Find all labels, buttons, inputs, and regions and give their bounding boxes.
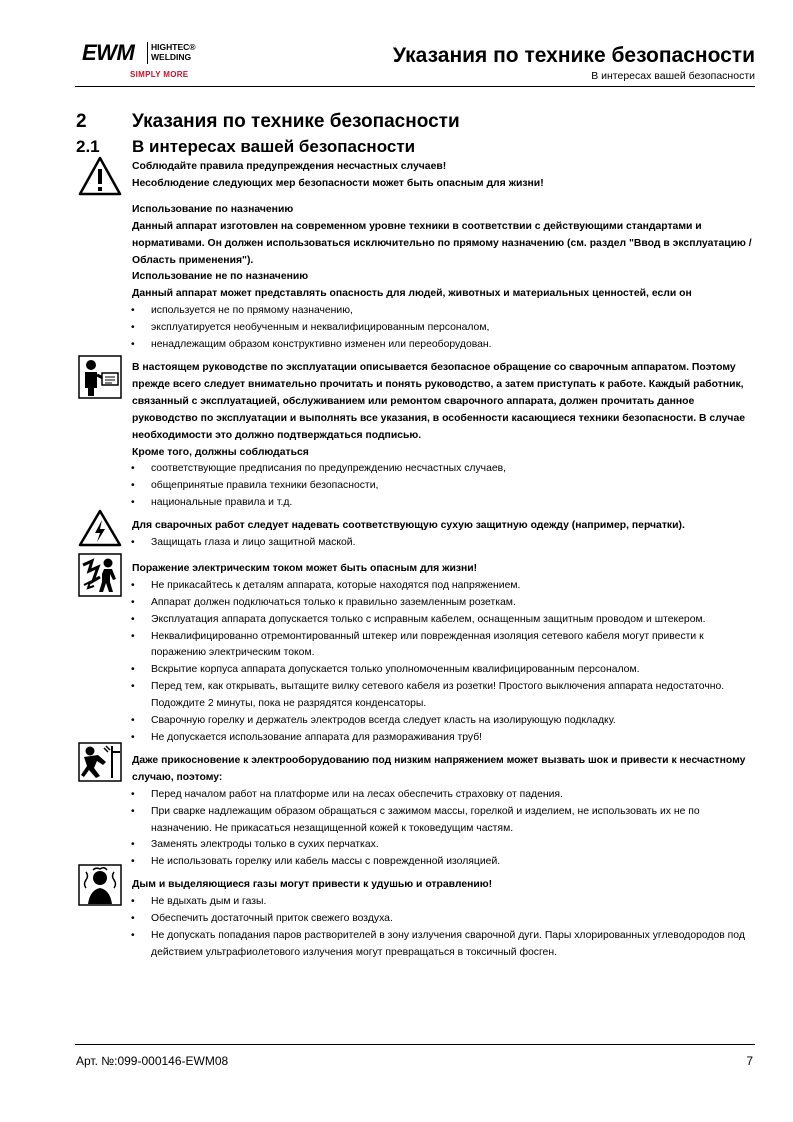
list-item: • Аппарат должен подключаться только к правильно заземленным розеткам. xyxy=(132,595,752,612)
fumes-list xyxy=(132,894,752,962)
list-item: • общепринятые правила техники безопасности, xyxy=(132,478,752,495)
section-title: Указания по технике безопасности xyxy=(132,111,460,132)
low-voltage-list xyxy=(132,787,752,872)
header-title: Указания по технике безопасности xyxy=(392,44,755,67)
list-item: • Не использовать горелку или кабель массы с поврежденной изоляцией. xyxy=(132,854,752,871)
logo-ewm-text: EWM xyxy=(82,40,135,65)
logo-tagline: SIMPLY MORE xyxy=(130,70,189,79)
electric-shock-heading: Поражение электрическим током может быть опасным для жизни! xyxy=(132,562,478,574)
intended-use-heading: Использование по назначению xyxy=(132,203,294,215)
list-item: • Эксплуатация аппарата допускается только с исправным кабелем, оснащенным защитным проводом и штекером. xyxy=(132,612,752,629)
manual-also-heading: Кроме того, должны соблюдаться xyxy=(132,446,309,458)
list-item: • используется не по прямому назначению, xyxy=(132,303,752,320)
header-subtitle: В интересах вашей безопасности xyxy=(591,70,755,82)
safety-content xyxy=(132,159,752,962)
improper-use-text: Данный аппарат может представлять опасность для людей, животных и материальных ценностей, если он xyxy=(132,288,692,300)
intended-use-text: Данный аппарат изготовлен на современном уровне техники в соответствии с действующими стандартами и нормативами. Он должен использоваться исключительно по прямому назначению (см. раздел "Ввод в эксплуатацию / Область применения"). xyxy=(132,220,752,266)
logo-hightec-welding xyxy=(151,42,196,62)
list-item: • Перед тем, как открывать, вытащите вилку сетевого кабеля из розетки! Простого выключения аппарата недостаточно. Подождите 2 минуты, пока не разрядятся конденсаторы. xyxy=(132,679,752,713)
warning-line-2: Несоблюдение следующих мер безопасности может быть опасным для жизни! xyxy=(132,177,544,189)
list-item: • Перед началом работ на платформе или на лесах обеспечить страховку от падения. xyxy=(132,787,752,804)
footer-divider xyxy=(75,1044,755,1045)
list-item: • Не допускается использование аппарата для размораживания труб! xyxy=(132,730,752,747)
fumes-hazard-icon xyxy=(78,864,122,906)
list-item: • Не допускать попадания паров растворителей в зону излучения сварочной дуги. Пары хлорированных углеводородов под действием ультрафиолетового излучения могут превращаться в токсичный фосген. xyxy=(132,928,752,962)
list-item: • Защищать глаза и лицо защитной маской. xyxy=(132,535,752,552)
high-voltage-icon xyxy=(78,509,122,547)
list-item: • Неквалифицированно отремонтированный штекер или поврежденная изоляция сетевого кабеля могут привести к поражению электрическим током. xyxy=(132,629,752,663)
subsection-title: В интересах вашей безопасности xyxy=(132,137,416,156)
logo-hightec: HIGHTEC® xyxy=(151,42,196,52)
list-item: • Не прикасайтесь к деталям аппарата, которые находятся под напряжением. xyxy=(132,578,752,595)
list-item: • Не вдыхать дым и газы. xyxy=(132,894,752,911)
subsection-number: 2.1 xyxy=(76,137,100,156)
list-item: • Сварочную горелку и держатель электродов всегда следует класть на изолирующую подкладку. xyxy=(132,713,752,730)
list-item: • национальные правила и т.д. xyxy=(132,495,752,512)
clothing-list xyxy=(132,535,752,552)
low-voltage-heading: Даже прикосновение к электрооборудованию под низким напряжением может вызвать шок и привести к несчастному случаю, поэтому: xyxy=(132,754,746,783)
fall-hazard-icon xyxy=(78,742,122,782)
electric-shock-icon xyxy=(78,553,122,597)
electric-shock-list xyxy=(132,578,752,747)
logo-divider xyxy=(147,42,148,64)
improper-use-heading: Использование не по назначению xyxy=(132,271,309,283)
list-item: • При сварке надлежащим образом обращаться с зажимом массы, горелкой и изделием, не использовать их не по назначению. Не прикасаться незащищенной кожей к токоведущим частям. xyxy=(132,804,752,838)
manual-list xyxy=(132,461,752,512)
improper-use-list xyxy=(132,303,752,354)
spacer xyxy=(132,193,752,202)
fumes-heading: Дым и выделяющиеся газы могут привести к удушью и отравлению! xyxy=(132,879,493,891)
ewm-logo xyxy=(82,38,202,82)
footer-page-number: 7 xyxy=(746,1054,753,1068)
spacer xyxy=(132,552,752,561)
list-item: • Заменять электроды только в сухих перчатках. xyxy=(132,837,752,854)
header-divider xyxy=(75,86,755,87)
list-item: • ненадлежащим образом конструктивно изменен или переоборудован. xyxy=(132,337,752,354)
manual-text: В настоящем руководстве по эксплуатации описывается безопасное обращение со сварочным аппаратом. Поэтому прежде всего следует внимательно прочитать и понять руководство, а затем приступать к работе. Каждый работник, связанный с эксплуатацией, обслуживанием или ремонтом сварочного аппарата, должен прочитать данное руководство по эксплуатации и выполнять все указания, в особенности касающиеся техники безопасности. В случае необходимости это должно подтверждаться подписью. xyxy=(132,361,746,441)
list-item: • эксплуатируется необученным и неквалифицированным персоналом, xyxy=(132,320,752,337)
list-item: • соответствующие предписания по предупреждению несчастных случаев, xyxy=(132,461,752,478)
read-manual-icon xyxy=(78,355,122,399)
warning-triangle-icon xyxy=(78,156,122,196)
footer-article-number: Арт. №:099-000146-EWM08 xyxy=(76,1054,229,1068)
clothing-text: Для сварочных работ следует надевать соответствующую сухую защитную одежду (например, перчатки). xyxy=(132,520,685,532)
list-item: • Вскрытие корпуса аппарата допускается только уполномоченным квалифицированным персоналом. xyxy=(132,662,752,679)
list-item: • Обеспечить достаточный приток свежего воздуха. xyxy=(132,911,752,928)
section-number: 2 xyxy=(76,111,87,132)
warning-line-1: Соблюдайте правила предупреждения несчастных случаев! xyxy=(132,161,447,172)
logo-welding: WELDING xyxy=(151,52,192,62)
